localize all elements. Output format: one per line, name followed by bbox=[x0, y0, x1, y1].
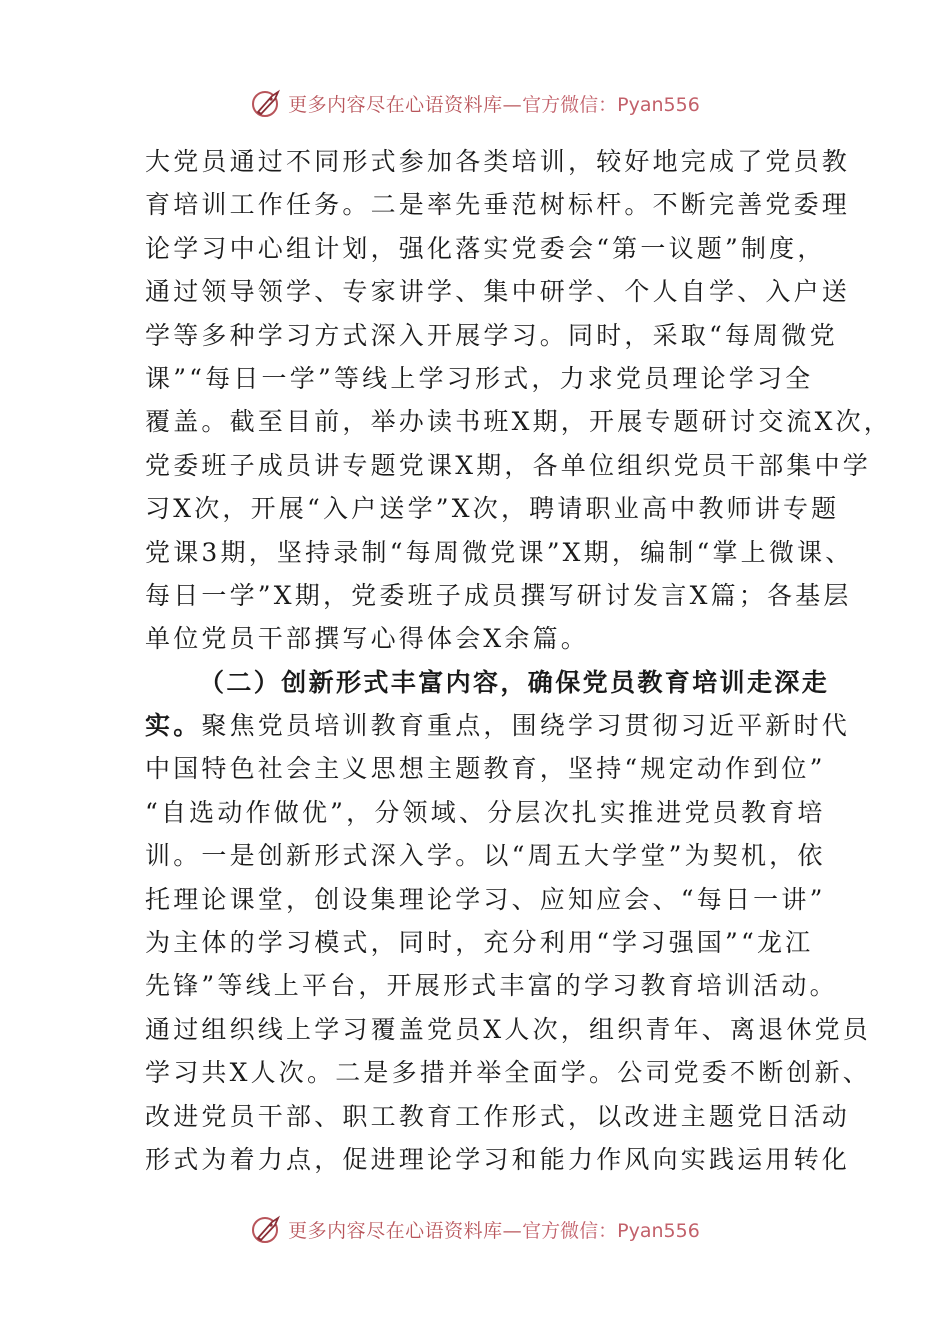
text-line: 育培训工作任务。二是率先垂范树标杆。不断完善党委理 bbox=[145, 190, 851, 220]
watermark-brand-text: 更多内容尽在心语资料库— bbox=[288, 1219, 523, 1242]
text-line: 学等多种学习方式深入开展学习。同时，采取“每周微党 bbox=[145, 320, 838, 350]
text-line: 改进党员干部、职工教育工作形式，以改进主题党日活动 bbox=[145, 1101, 851, 1131]
text-line: 习X次，开展“入户送学”X次，聘请职业高中教师讲专题 bbox=[145, 494, 840, 524]
text-line: 每日一学”X期，党委班子成员撰写研讨发言X篇；各基层 bbox=[145, 580, 852, 610]
text-line: 先锋”等线上平台，开展形式丰富的学习教育培训活动。 bbox=[145, 971, 838, 1001]
section-heading: （二）创新形式丰富内容，确保党员教育培训走深走 bbox=[199, 667, 830, 697]
text-line: 形式为着力点，促进理论学习和能力作风向实践运用转化 bbox=[145, 1144, 851, 1174]
text-line: 通过组织线上学习覆盖党员X人次，组织青年、离退休党员 bbox=[145, 1014, 872, 1044]
text-line: 大党员通过不同形式参加各类培训，较好地完成了党员教 bbox=[145, 147, 851, 176]
watermark-wechat-text: 官方微信：Pyan556 bbox=[522, 93, 700, 116]
document-body bbox=[145, 140, 892, 1181]
watermark-banner-bottom bbox=[0, 1209, 950, 1249]
text-line: 托理论课堂，创设集理论学习、应知应会、“每日一讲” bbox=[145, 884, 826, 914]
text-line: 为主体的学习模式，同时，充分利用“学习强国”“龙江 bbox=[145, 928, 814, 958]
text-line: 通过领导领学、专家讲学、集中研学、个人自学、入户送 bbox=[145, 277, 851, 307]
section-heading-end: 实。 bbox=[145, 711, 202, 741]
paragraph-start: 聚焦党员培训教育重点，围绕学习贯彻习近平新时代 bbox=[201, 711, 851, 741]
text-line: 课”“每日一学”等线上学习形式，力求党员理论学习全 bbox=[145, 363, 814, 393]
text-line: 党委班子成员讲专题党课X期，各单位组织党员干部集中学 bbox=[145, 450, 872, 480]
text-line: 学习共X人次。二是多措并举全面学。公司党委不断创新、 bbox=[145, 1058, 872, 1088]
pen-nib-circle-icon bbox=[250, 86, 284, 120]
watermark-banner-top bbox=[0, 83, 950, 123]
text-line: “自选动作做优”，分领域、分层次扎实推进党员教育培 bbox=[145, 797, 826, 827]
watermark-brand-text: 更多内容尽在心语资料库— bbox=[288, 93, 523, 116]
text-line: 训。一是创新形式深入学。以“周五大学堂”为契机，依 bbox=[145, 841, 826, 871]
text-line: 论学习中心组计划，强化落实党委会“第一议题”制度， bbox=[145, 233, 826, 263]
text-line: 中国特色社会主义思想主题教育，坚持“规定动作到位” bbox=[145, 754, 826, 784]
text-line: 党课3期，坚持录制“每周微党课”X期，编制“掌上微课、 bbox=[145, 537, 854, 567]
pen-nib-circle-icon bbox=[250, 1212, 284, 1246]
text-line: 单位党员干部撰写心得体会X余篇。 bbox=[145, 624, 589, 654]
text-line: 覆盖。截至目前，举办读书班X期，开展专题研讨交流X次， bbox=[145, 407, 892, 437]
text-line bbox=[145, 704, 851, 747]
watermark-wechat-text: 官方微信：Pyan556 bbox=[522, 1219, 700, 1242]
